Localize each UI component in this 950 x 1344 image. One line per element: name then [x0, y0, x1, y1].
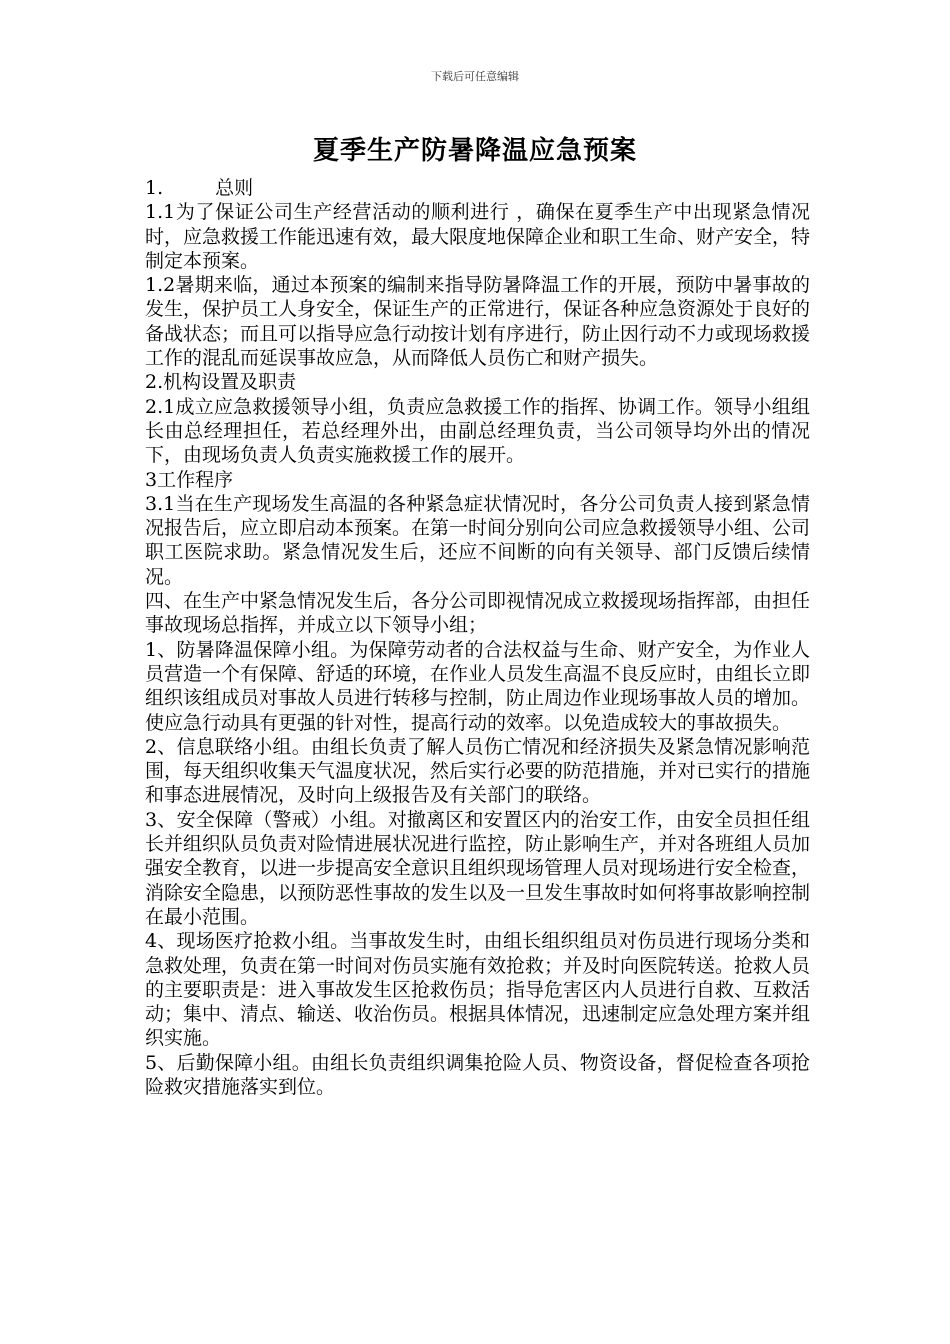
section-1-heading — [145, 176, 810, 200]
section-3-heading: 3工作程序 — [145, 468, 234, 491]
section-1-title: 总则 — [215, 177, 254, 199]
section-2-heading: 2.机构设置及职责 — [145, 371, 297, 394]
list-item: 5、后勤保障小组。由组长负责组织调集抢险人员、物资设备，督促检查各项抢险救灾措施落实到位。 — [145, 1051, 810, 1098]
list-item: 1、防暑降温保障小组。为保障劳动者的合法权益与生命、财产安全，为作业人员营造一个有保障、舒适的环境，在作业人员发生高温不良反应时，由组长立即组织该组成员对事故人员进行转移与控制，防止周边作业现场事故人员的增加。使应急行动具有更强的针对性，提高行动的效率。以免造成较大的事故损失。 — [145, 638, 811, 734]
paragraph-1-2: 1.2暑期来临，通过本预案的编制来指导防暑降温工作的开展，预防中暑事故的发生，保护员工人身安全，保证生产的正常进行，保证各种应急资源处于良好的备战状态；而且可以指导应急行动按计划有序进行，防止因行动不力或现场救援工作的混乱而延误事故应急，从而降低人员伤亡和财产损失。 — [145, 274, 811, 370]
document-body — [145, 176, 810, 1099]
list-item: 4、现场医疗抢救小组。当事故发生时，由组长组织组员对伤员进行现场分类和急救处理，负责在第一时间对伤员实施有效抢救；并及时向医院转送。抢救人员的主要职责是：进入事故发生区抢救伤员；指导危害区内人员进行自救、互救活动；集中、清点、输送、收治伤员。根据具体情况，迅速制定应急处理方案并组织实施。 — [145, 930, 811, 1050]
list-item: 3、安全保障（警戒）小组。对撤离区和安置区内的治安工作，由安全员担任组长并组织队员负责对险情进展状况进行监控，防止影响生产，并对各班组人员加强安全教育，以进一步提高安全意识且组织现场管理人员对现场进行安全检查，消除安全隐患，以预防恶性事故的发生以及一旦发生事故时如何将事故影响控制在最小范围。 — [145, 808, 811, 928]
paragraph-1-1: 1.1为了保证公司生产经营活动的顺利进行 ，确保在夏季生产中出现紧急情况时，应急救援工作能迅速有效，最大限度地保障企业和职工生命、财产安全，特制定本预案。 — [145, 201, 811, 272]
paragraph-2-1: 2.1成立应急救援领导小组，负责应急救援工作的指挥、协调工作。领导小组组长由总经理担任，若总经理外出，由副总经理负责，当公司领导均外出的情况下，由现场负责人负责实施救援工作的展开。 — [145, 395, 810, 467]
section-4-intro: 四、在生产中紧急情况发生后，各分公司即视情况成立救援现场指挥部，由担任事故现场总指挥，并成立以下领导小组； — [145, 590, 811, 637]
document-title: 夏季生产防暑降温应急预案 — [312, 136, 637, 166]
section-1-number: 1. — [145, 177, 164, 199]
paragraph-3-1: 3.1当在生产现场发生高温的各种紧急症状情况时，各分公司负责人接到紧急情况报告后，应立即启动本预案。在第一时间分别向公司应急救援领导小组、公司职工医院求助。紧急情况发生后，还应不间断的向有关领导、部门反馈后续情况。 — [145, 492, 811, 588]
list-item: 2、信息联络小组。由组长负责了解人员伤亡情况和经济损失及紧急情况影响范围，每天组织收集天气温度状况，然后实行必要的防范措施，并对已实行的措施和事态进展情况，及时向上级报告及有关部门的联络。 — [145, 735, 811, 807]
page-header-note: 下载后可任意编辑 — [431, 70, 519, 83]
